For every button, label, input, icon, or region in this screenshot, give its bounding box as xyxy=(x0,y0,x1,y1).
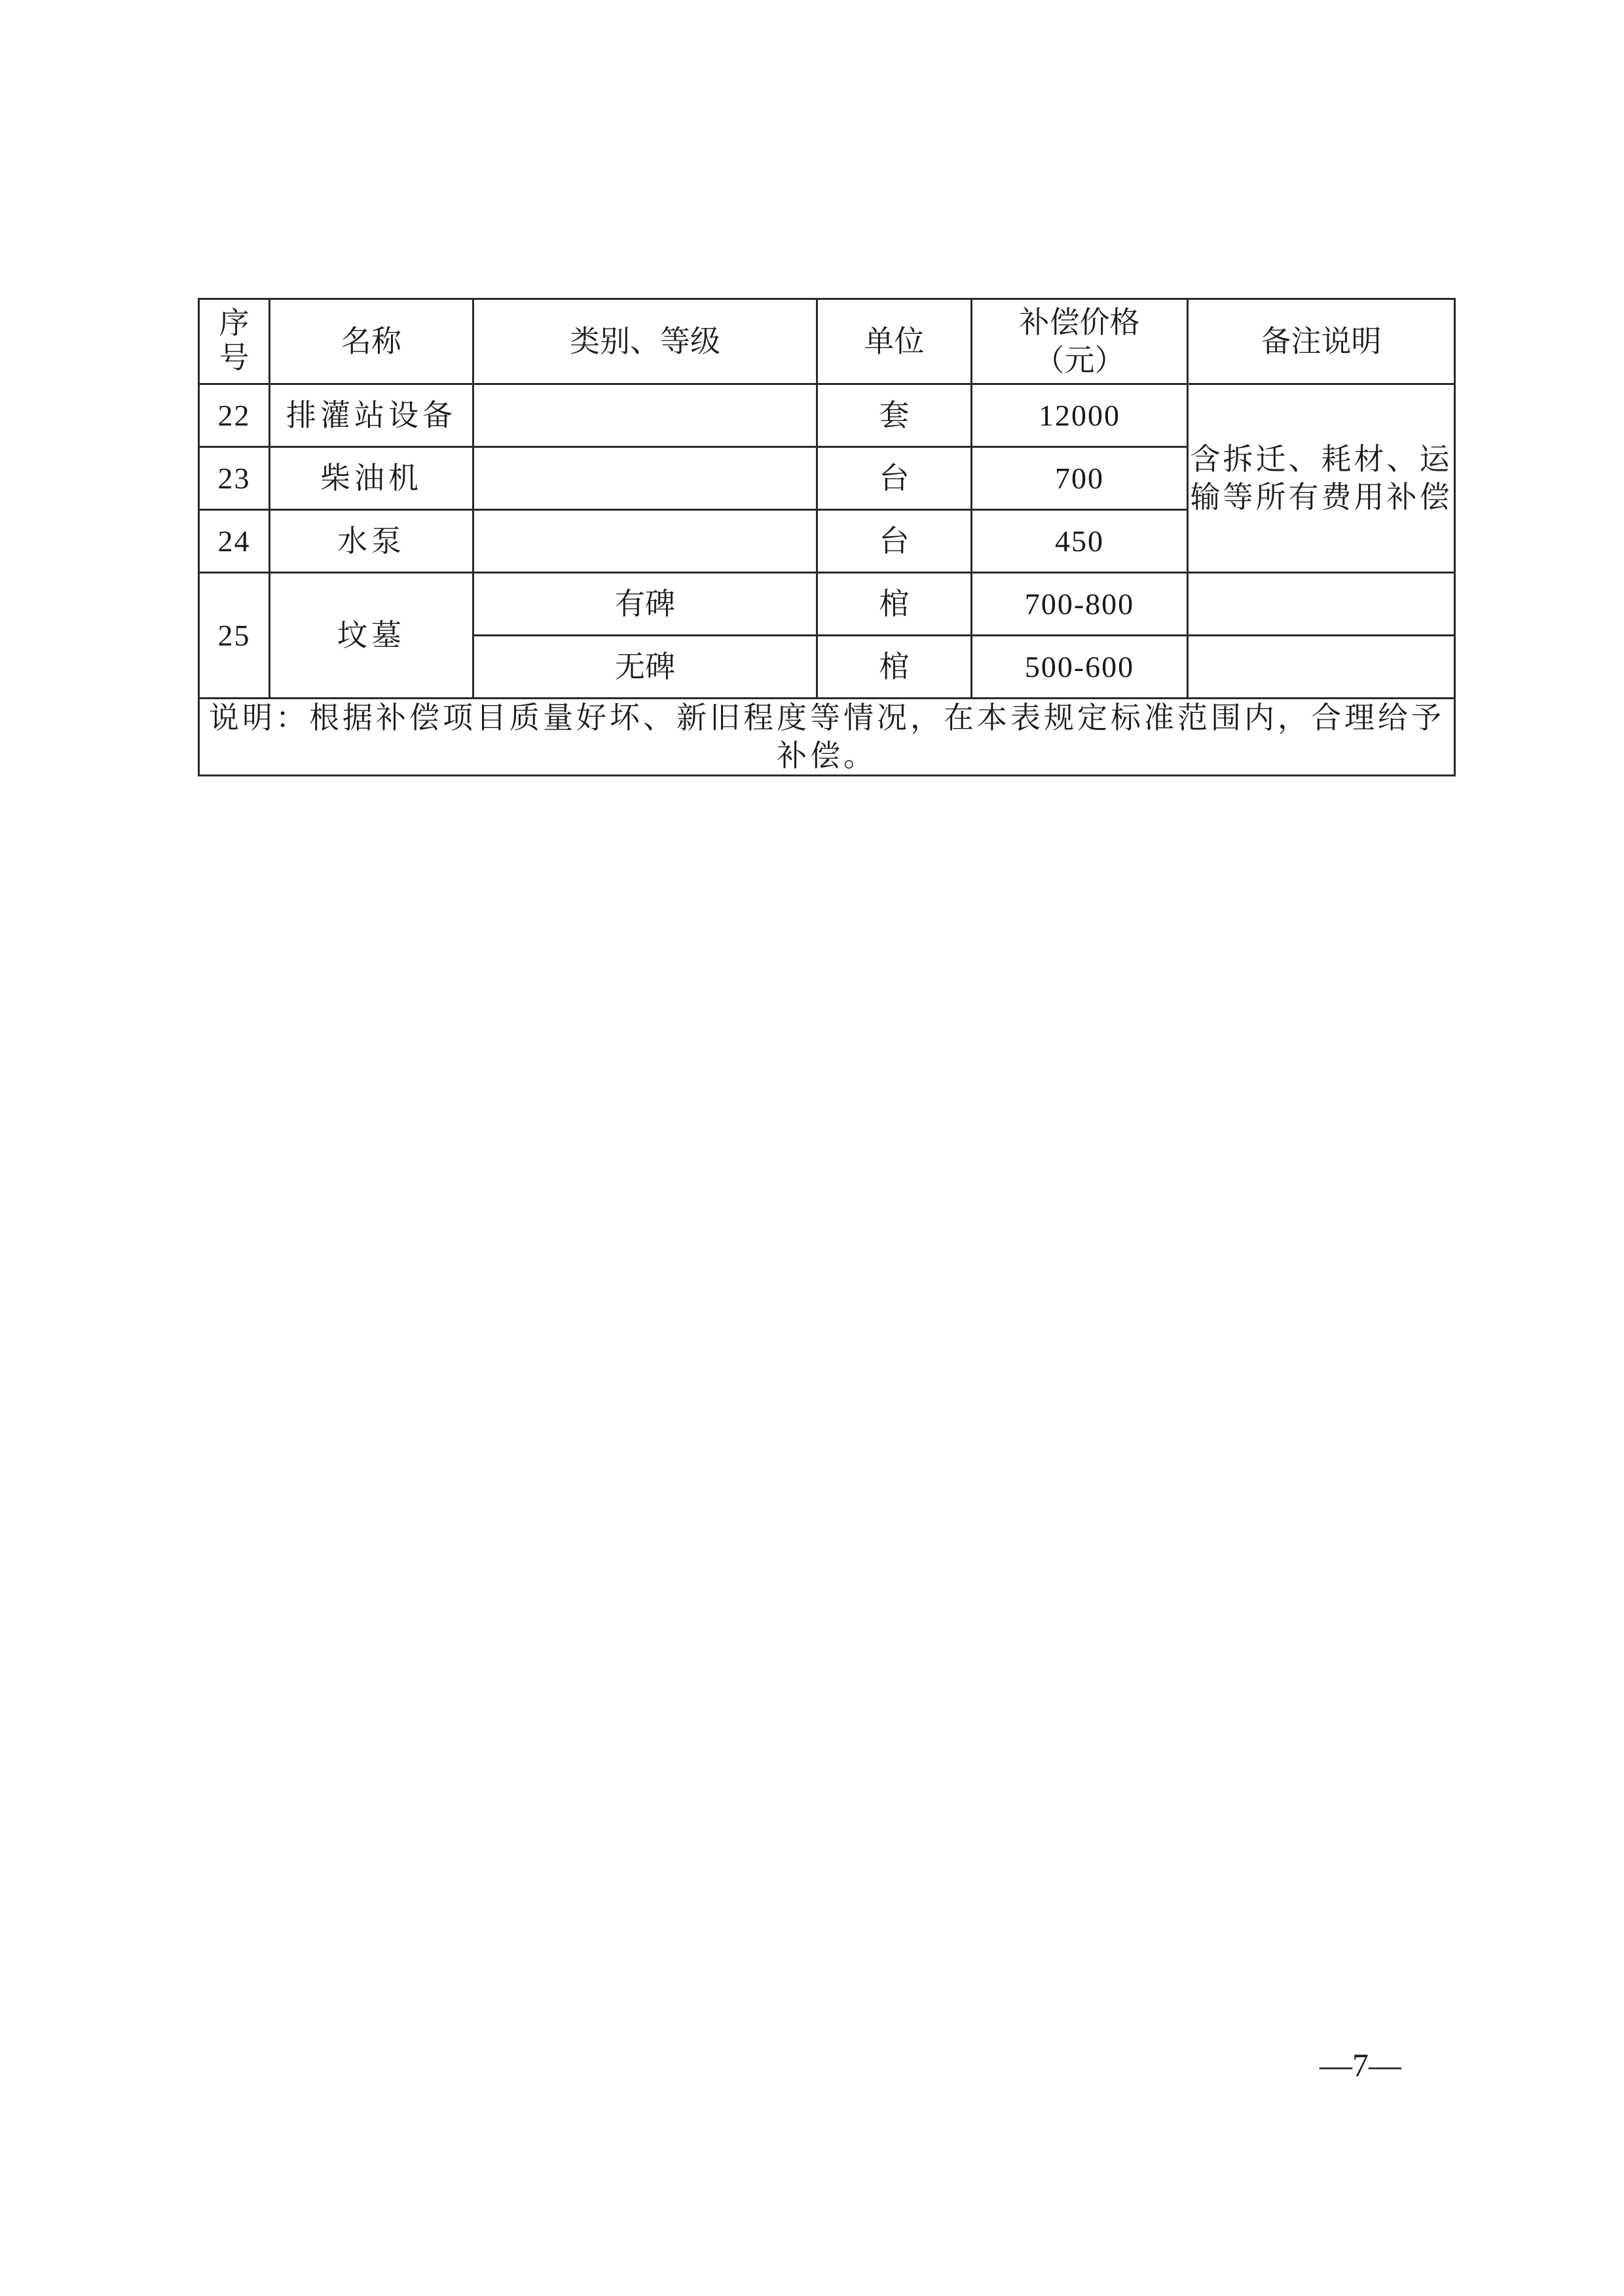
cell-name: 水泵 xyxy=(270,510,473,573)
header-unit: 单位 xyxy=(817,299,972,384)
cell-unit: 套 xyxy=(817,384,972,447)
table-row xyxy=(199,384,1455,447)
cell-unit: 棺 xyxy=(817,636,972,699)
header-price-line1: 补偿价格 xyxy=(1019,304,1140,340)
header-note: 备注说明 xyxy=(1188,299,1455,384)
cell-note xyxy=(1188,573,1455,636)
cell-seq: 23 xyxy=(199,447,270,510)
table-row xyxy=(199,573,1455,636)
cell-name: 排灌站设备 xyxy=(270,384,473,447)
cell-category xyxy=(473,384,817,447)
page-number: —7— xyxy=(1320,2047,1401,2083)
header-price xyxy=(972,299,1188,384)
table-footnote-row xyxy=(199,699,1455,776)
cell-seq: 24 xyxy=(199,510,270,573)
cell-category: 无碑 xyxy=(473,636,817,699)
cell-price: 700-800 xyxy=(972,573,1188,636)
cell-name: 柴油机 xyxy=(270,447,473,510)
header-seq: 序号 xyxy=(199,299,270,384)
cell-category: 有碑 xyxy=(473,573,817,636)
header-name: 名称 xyxy=(270,299,473,384)
header-price-line2: （元） xyxy=(1034,342,1125,378)
table-footnote: 说明：根据补偿项目质量好坏、新旧程度等情况，在本表规定标准范围内，合理给予补偿。 xyxy=(199,699,1455,776)
cell-seq: 22 xyxy=(199,384,270,447)
cell-shared-note: 含拆迁、耗材、运输等所有费用补偿 xyxy=(1188,384,1455,573)
cell-category xyxy=(473,510,817,573)
cell-price: 12000 xyxy=(972,384,1188,447)
cell-price: 500-600 xyxy=(972,636,1188,699)
header-category: 类别、等级 xyxy=(473,299,817,384)
table-header-row xyxy=(199,299,1455,384)
cell-unit: 台 xyxy=(817,510,972,573)
cell-note xyxy=(1188,636,1455,699)
cell-name: 坟墓 xyxy=(270,573,473,699)
compensation-table xyxy=(198,298,1456,776)
cell-price: 700 xyxy=(972,447,1188,510)
cell-category xyxy=(473,447,817,510)
cell-price: 450 xyxy=(972,510,1188,573)
cell-unit: 棺 xyxy=(817,573,972,636)
cell-seq: 25 xyxy=(199,573,270,699)
cell-unit: 台 xyxy=(817,447,972,510)
